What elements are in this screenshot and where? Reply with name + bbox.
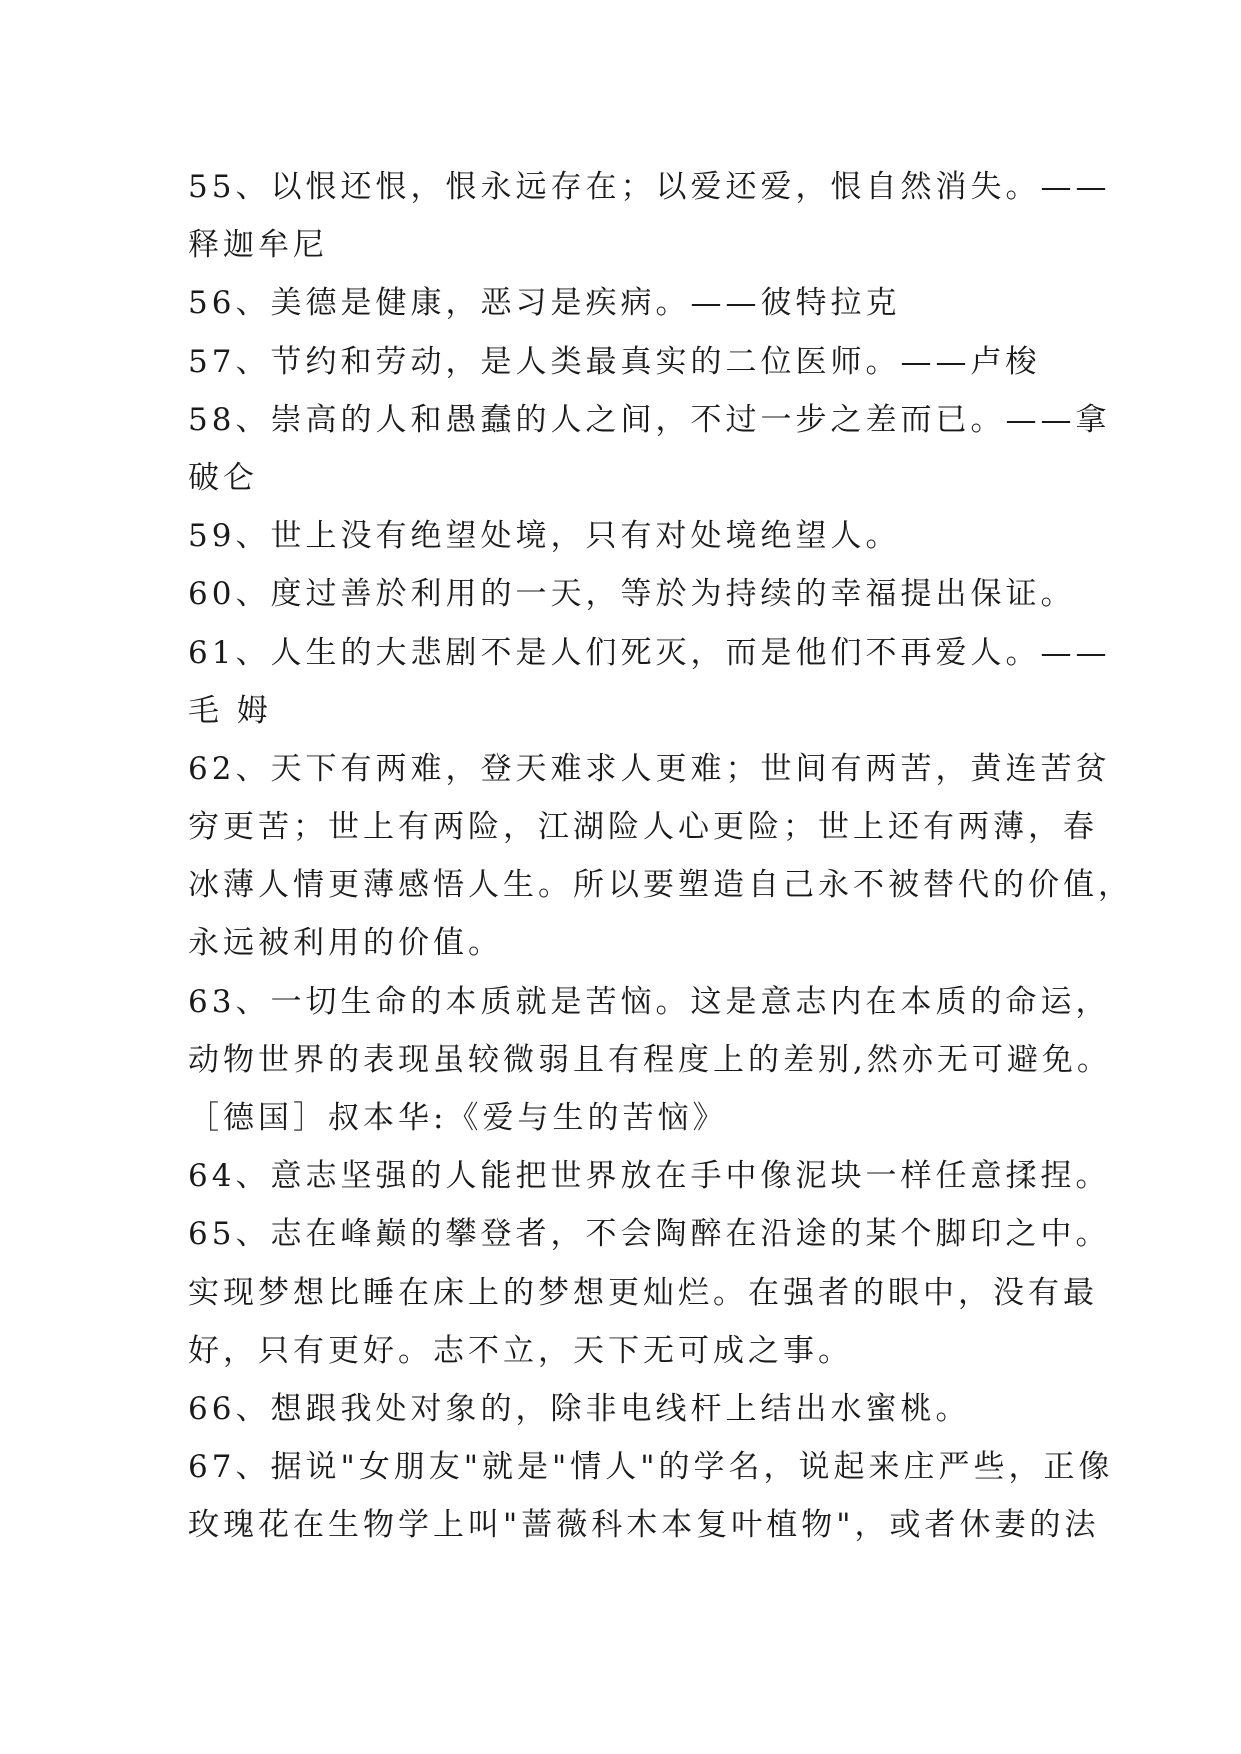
text-line: 66、想跟我处对象的，除非电线杆上结出水蜜桃。	[188, 1390, 971, 1427]
text-line: 动物世界的表现虽较微弱且有程度上的差别,然亦无可避免。	[188, 1041, 1112, 1078]
text-line: 55、以恨还恨，恨永远存在；以爱还爱，恨自然消失。——	[188, 169, 1111, 205]
text-line: 62、天下有两难，登天难求人更难；世间有两苦，黄连苦贫	[188, 750, 1111, 787]
text-line: 63、一切生命的本质就是苦恼。这是意志内在本质的命运，	[188, 983, 1111, 1020]
text-line: 冰薄人情更薄感悟人生。所以要塑造自己永不被替代的价值，	[188, 867, 1133, 904]
text-line: 破仑	[188, 459, 258, 496]
text-line: 穷更苦；世上有两险，江湖险人心更险；世上还有两薄，春	[188, 809, 1098, 846]
text-line: 67、据说"女朋友"就是"情人"的学名，说起来庄严些，正像	[188, 1449, 1114, 1486]
text-line: 61、人生的大悲剧不是人们死灭，而是他们不再爱人。——	[188, 634, 1111, 671]
text-line: 实现梦想比睡在床上的梦想更灿烂。在强者的眼中，没有最	[188, 1274, 1098, 1311]
text-line: 60、度过善於利用的一天，等於为持续的幸福提出保证。	[188, 576, 1076, 613]
quote-text-block	[188, 158, 1133, 1555]
text-line: 永远被利用的价值。	[188, 925, 503, 962]
text-line: 57、节约和劳动，是人类最真实的二位医师。——卢梭	[188, 343, 1041, 380]
text-line: 56、美德是健康，恶习是疾病。——彼特拉克	[188, 285, 901, 322]
text-line: 玫瑰花在生物学上叫"蔷薇科木本复叶植物"，或者休妻的法	[188, 1507, 1100, 1544]
text-line: 58、崇高的人和愚蠢的人之间，不过一步之差而已。——拿	[188, 401, 1111, 438]
text-line: 好，只有更好。志不立，天下无可成之事。	[188, 1332, 853, 1369]
text-line: 64、意志坚强的人能把世界放在手中像泥块一样任意揉捏。	[188, 1158, 1111, 1195]
text-line: 释迦牟尼	[188, 227, 328, 264]
text-line: 毛 姆	[188, 692, 272, 729]
text-line: 65、志在峰巅的攀登者，不会陶醉在沿途的某个脚印之中。	[188, 1216, 1111, 1253]
text-line: 59、世上没有绝望处境，只有对处境绝望人。	[188, 518, 901, 555]
text-line: ［德国］叔本华:《爱与生的苦恼》	[188, 1100, 728, 1136]
